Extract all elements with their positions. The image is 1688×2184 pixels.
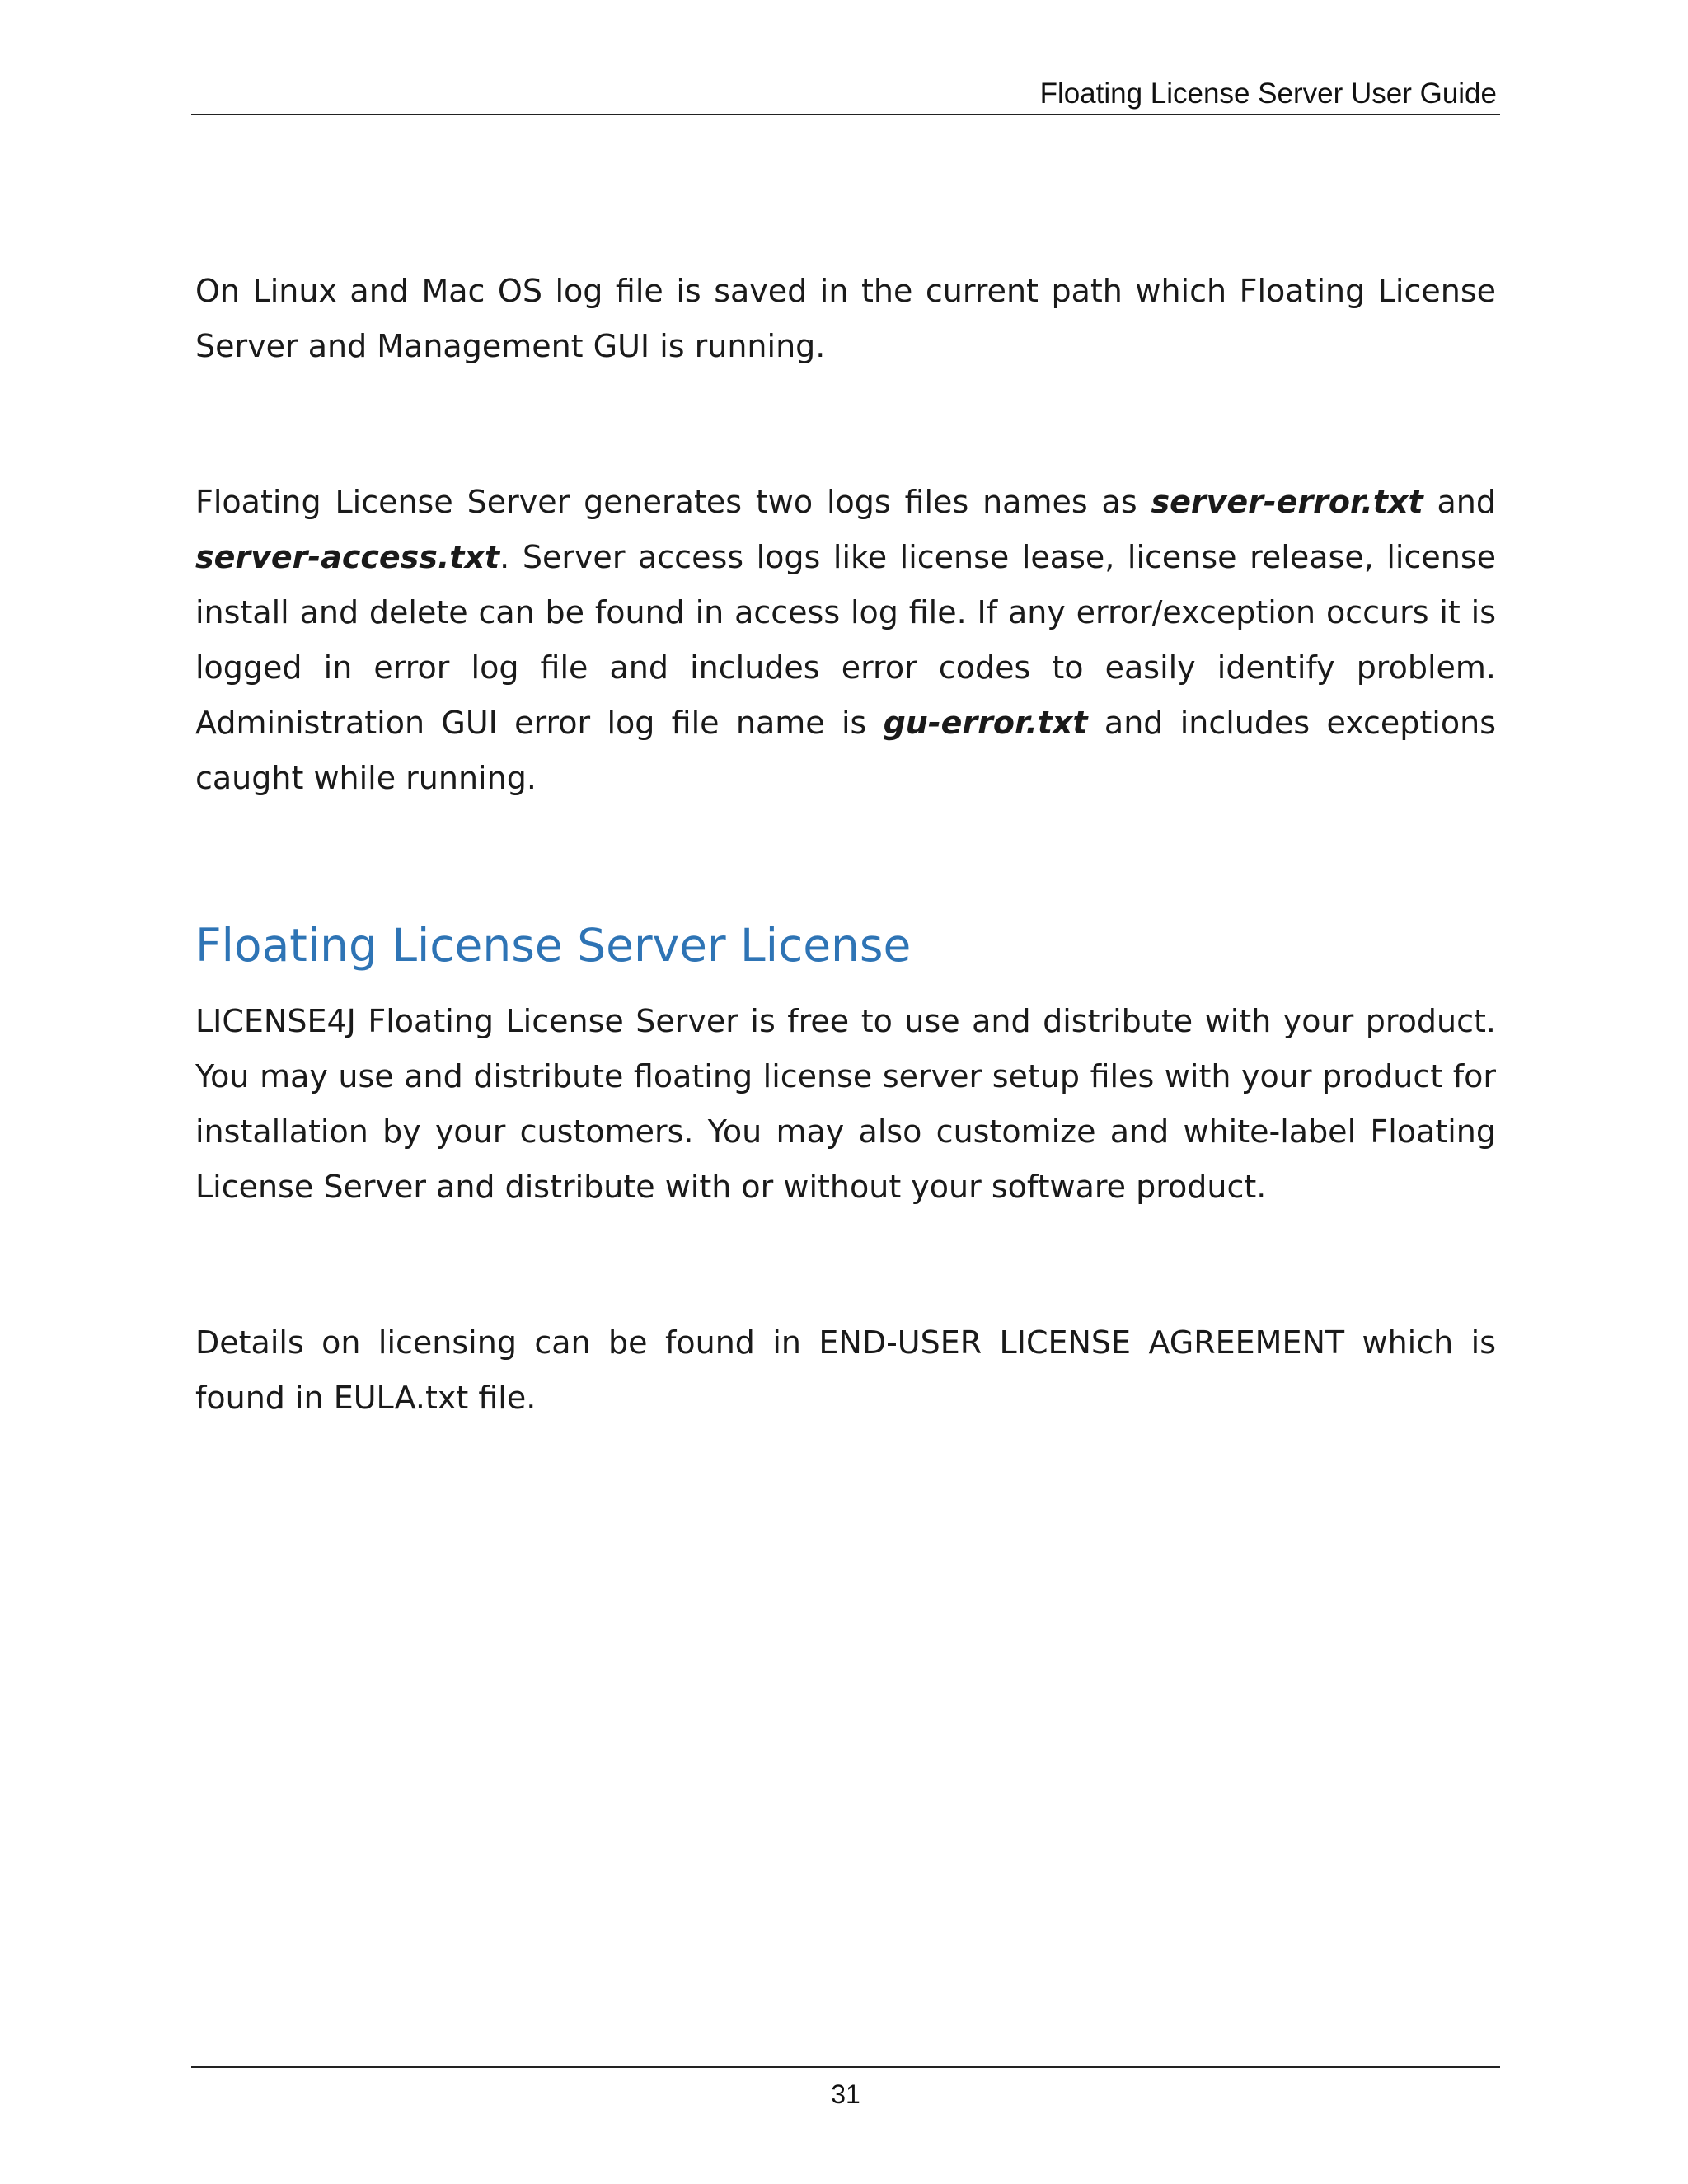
license-paragraph: LICENSE4J Floating License Server is free to use and distribute with your product. You may use and distribute floating license server setup files with your product for installation by your customers. You may also customize and white-label Floating License Server and distribute with or without your software product. (195, 1003, 1496, 1205)
log-files-paragraph (195, 475, 1496, 806)
header-title: Floating License Server User Guide (1039, 77, 1497, 110)
logs-intro-text: Floating License Server generates two logs files names as (195, 484, 1151, 520)
log-path-paragraph: On Linux and Mac OS log file is saved in the current path which Floating License Server and Management GUI is running. (195, 273, 1496, 364)
eula-paragraph: Details on licensing can be found in END-USER LICENSE AGREEMENT which is found in EULA.txt file. (195, 1324, 1496, 1416)
gui-error-filename: gu-error.txt (883, 705, 1088, 741)
page-content (195, 264, 1496, 1426)
logs-detail-text: . Server access logs like license lease, license release, license install and delete can be found in access log file. If any error/exception occurs it is logged in error log file and includes error codes to easily identify problem. Administration GUI error log file name is (195, 539, 1496, 741)
logs-tail-text: and includes exceptions caught while running. (195, 705, 1496, 796)
server-error-filename: server-error.txt (1151, 484, 1423, 520)
page-footer (191, 2066, 1500, 2117)
section-heading: Floating License Server License (195, 919, 912, 972)
page-header (191, 76, 1500, 115)
page-number: 31 (831, 2079, 860, 2109)
server-access-filename: server-access.txt (195, 539, 500, 575)
and-text: and (1423, 484, 1496, 520)
